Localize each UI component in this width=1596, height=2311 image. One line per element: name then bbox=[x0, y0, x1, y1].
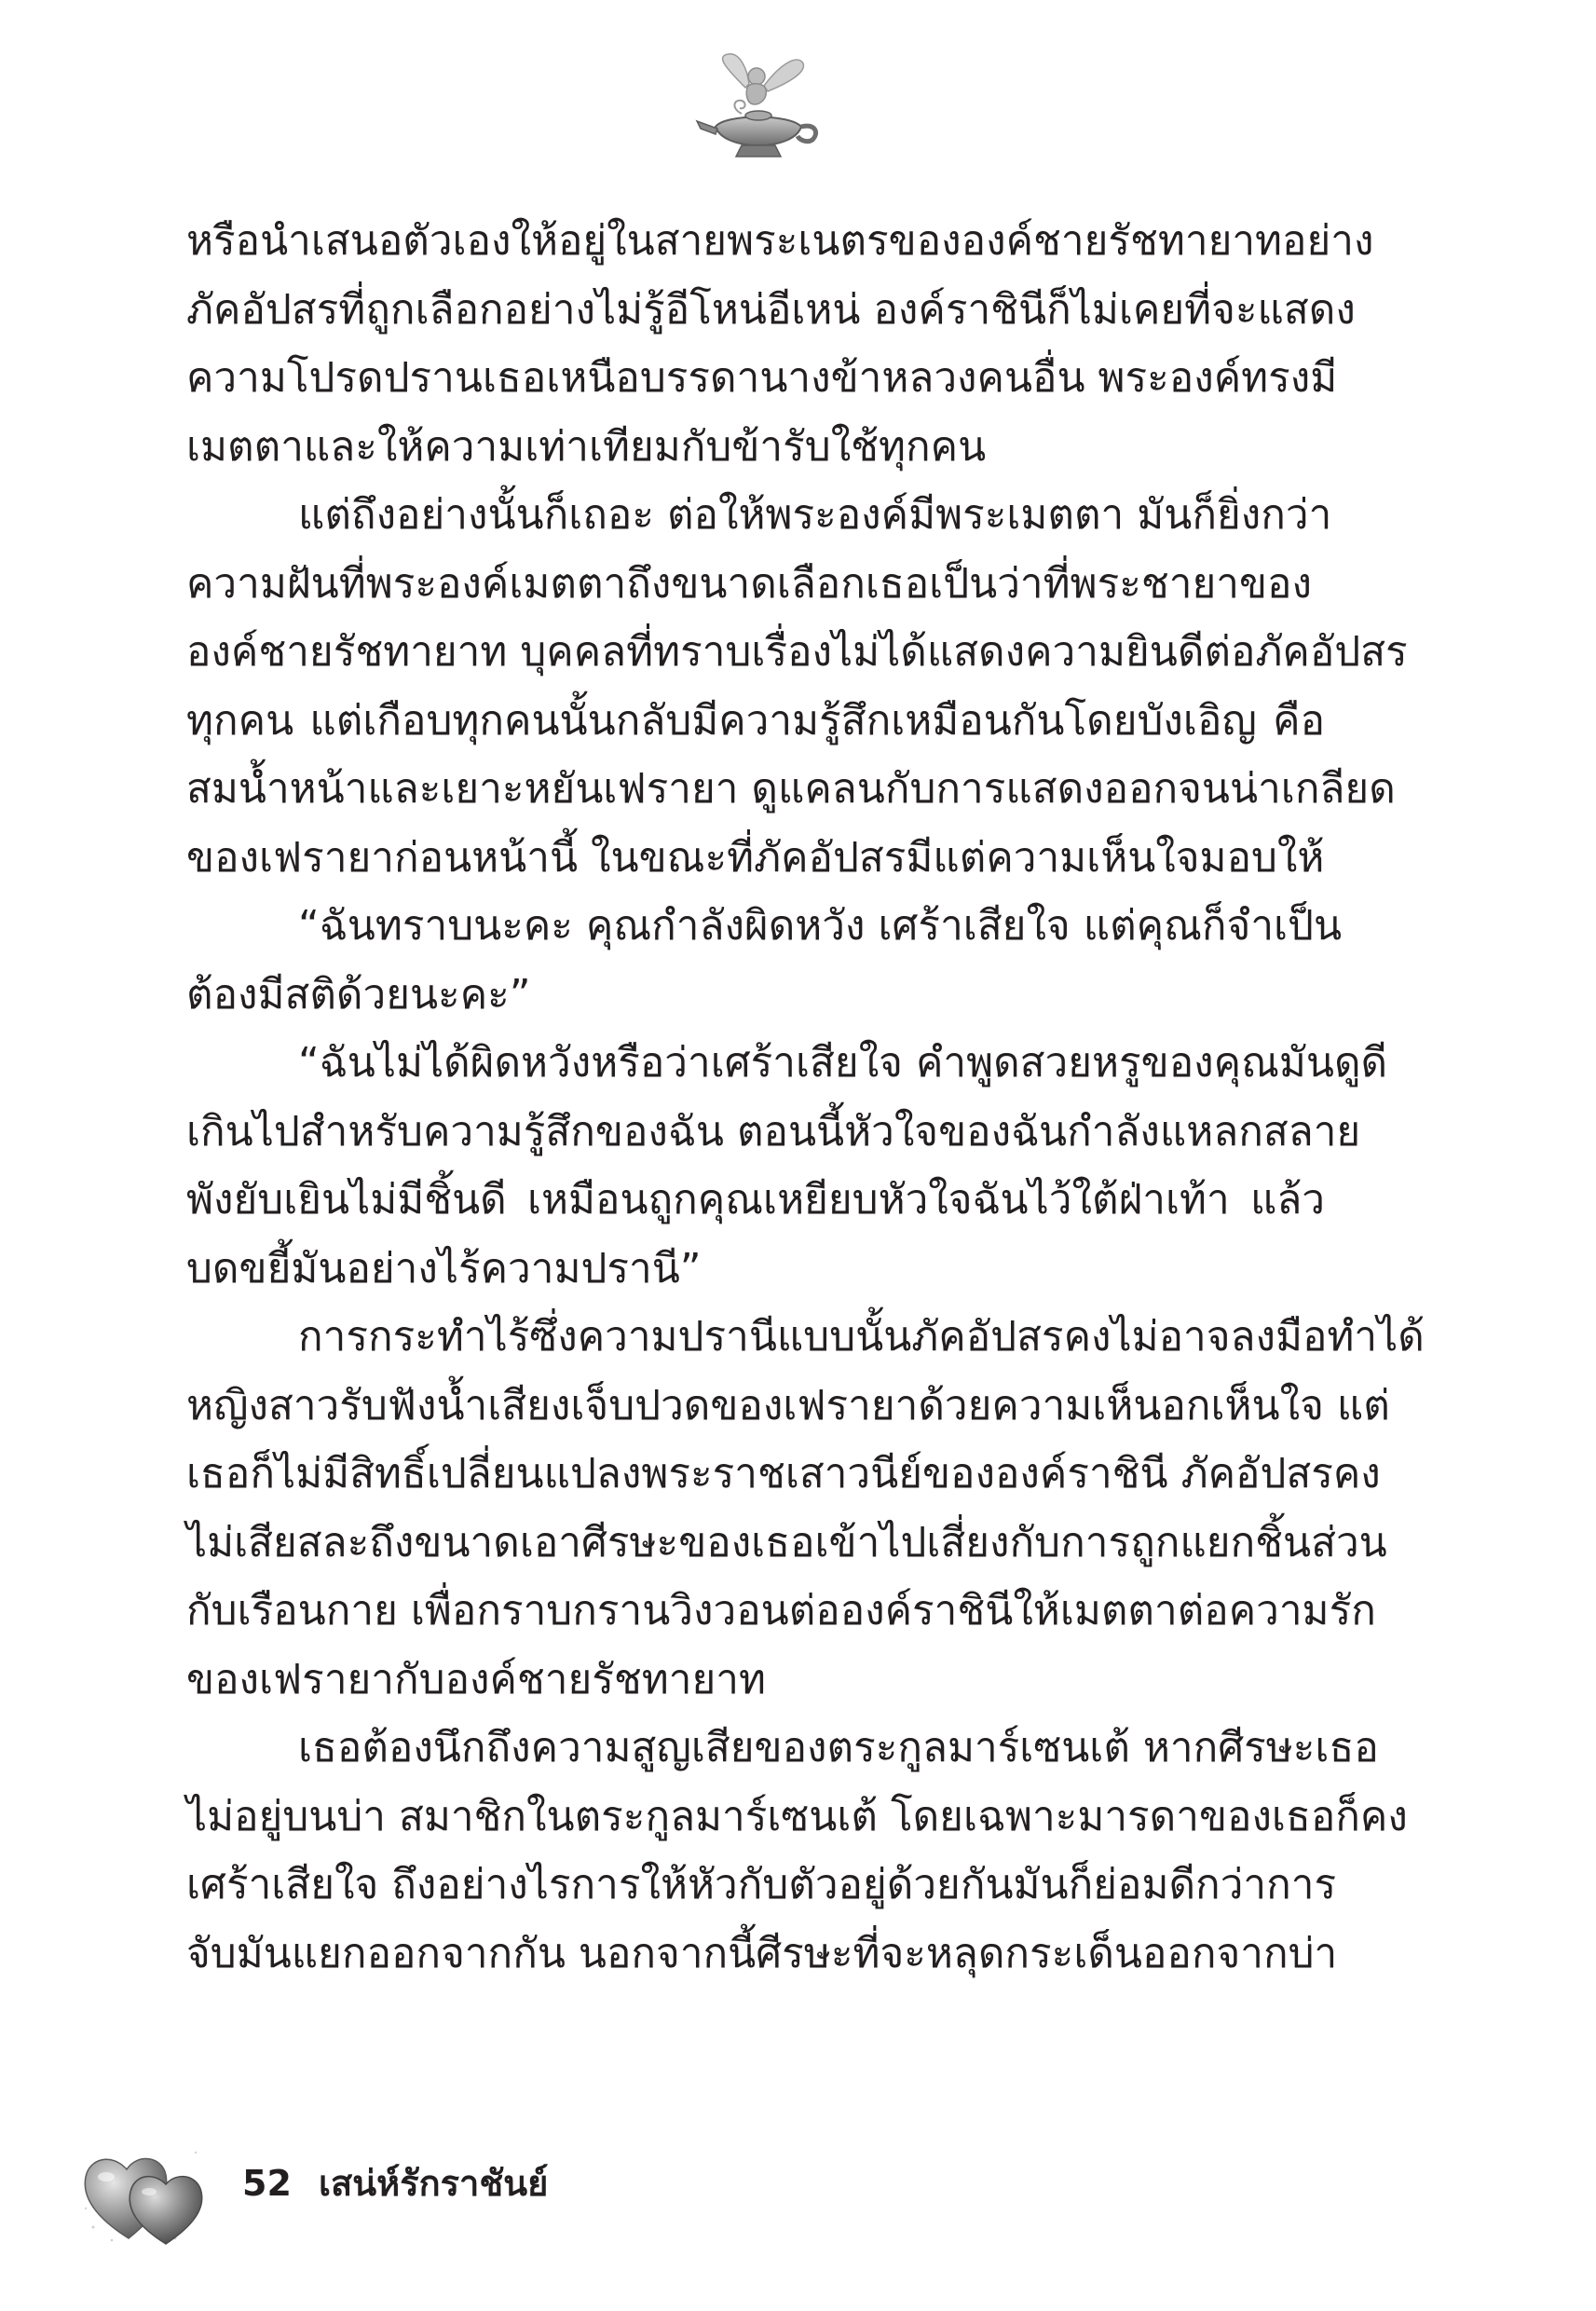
text-line: หรือนำเสนอตัวเองให้อยู่ในสายพระเนตรขององค์ชายรัชทายาทอย่าง bbox=[186, 217, 1374, 265]
text-line: การกระทำไร้ซึ่งความปรานีแบบนั้นภัคอัปสรคงไม่อาจลงมือทำได้ bbox=[298, 1313, 1425, 1361]
text-line: ไม่เสียสละถึงขนาดเอาศีรษะของเธอเข้าไปเสี่ยงกับการถูกแยกชิ้นส่วน bbox=[186, 1518, 1387, 1566]
text-line: องค์ชายรัชทายาท บุคคลที่ทราบเรื่องไม่ได้แสดงความยินดีต่อภัคอัปสร bbox=[186, 628, 1408, 676]
text-line: แต่ถึงอย่างนั้นก็เถอะ ต่อให้พระองค์มีพระเมตตา มันก็ยิ่งกว่า bbox=[298, 491, 1332, 539]
text-line: เกินไปสำหรับความรู้สึกของฉัน ตอนนี้หัวใจของฉันกำลังแหลกสลาย bbox=[186, 1107, 1361, 1156]
text-line: หญิงสาวรับฟังน้ำเสียงเจ็บปวดของเฟรายาด้วยความเห็นอกเห็นใจ แต่ bbox=[186, 1381, 1390, 1429]
twin-hearts-icon bbox=[75, 2115, 214, 2250]
text-line: ไม่อยู่บนบ่า สมาชิกในตระกูลมาร์เซนเต้ โดยเฉพาะมารดาของเธอก็คง bbox=[186, 1792, 1408, 1840]
page-footer bbox=[75, 2115, 727, 2255]
text-line: เธอต้องนึกถึงความสูญเสียของตระกูลมาร์เซนเต้ หากศีรษะเธอ bbox=[298, 1724, 1379, 1771]
text-line: เธอก็ไม่มีสิทธิ์เปลี่ยนแปลงพระราชเสาวนีย์ขององค์ราชินี ภัคอัปสรคง bbox=[186, 1450, 1381, 1497]
text-line: ต้องมีสติด้วยนะคะ” bbox=[186, 970, 531, 1019]
text-line: จับมันแยกออกจากกัน นอกจากนี้ศีรษะที่จะหลุดกระเด็นออกจากบ่า bbox=[186, 1929, 1338, 1977]
text-line: ความฝันที่พระองค์เมตตาถึงขนาดเลือกเธอเป็นว่าที่พระชายาของ bbox=[186, 559, 1312, 608]
body-text bbox=[186, 207, 1425, 1988]
text-line: พังยับเยินไม่มีชิ้นดี เหมือนถูกคุณเหยียบหัวใจฉันไว้ใต้ฝ่าเท้า แล้ว bbox=[186, 1176, 1325, 1224]
text-line: ความโปรดปรานเธอเหนือบรรดานางข้าหลวงคนอื่น พระองค์ทรงมี bbox=[186, 354, 1338, 402]
text-line: เมตตาและให้ความเท่าเทียมกับข้ารับใช้ทุกคน bbox=[186, 422, 987, 471]
text-line: ภัคอัปสรที่ถูกเลือกอย่างไม่รู้อีโหน่อีเหน่ องค์ราชินีก็ไม่เคยที่จะแสดง bbox=[186, 285, 1356, 334]
text-line: ของเฟรายากับองค์ชายรัชทายาท bbox=[186, 1655, 766, 1703]
text-line: สมน้ำหน้าและเยาะหยันเฟรายา ดูแคลนกับการแสดงออกจนน่าเกลียด bbox=[186, 765, 1396, 813]
cupid-lamp-ornament-icon bbox=[688, 48, 827, 168]
text-line: กับเรือนกาย เพื่อกราบกรานวิงวอนต่อองค์ราชินีให้เมตตาต่อความรัก bbox=[186, 1587, 1376, 1634]
page-number: 52 bbox=[242, 2163, 292, 2204]
text-line: “ฉันทราบนะคะ คุณกำลังผิดหวัง เศร้าเสียใจ แต่คุณก็จำเป็น bbox=[298, 902, 1343, 950]
text-line: บดขยี้มันอย่างไร้ความปรานี” bbox=[186, 1244, 702, 1292]
text-line: ของเฟรายาก่อนหน้านี้ ในขณะที่ภัคอัปสรมีแต่ความเห็นใจมอบให้ bbox=[186, 833, 1325, 882]
book-title: เสน่ห์รักราชันย์ bbox=[319, 2163, 549, 2204]
text-line: เศร้าเสียใจ ถึงอย่างไรการให้หัวกับตัวอยู่ด้วยกันมันก็ย่อมดีกว่าการ bbox=[186, 1861, 1337, 1908]
text-line: ทุกคน แต่เกือบทุกคนนั้นกลับมีความรู้สึกเหมือนกันโดยบังเอิญ คือ bbox=[186, 696, 1325, 745]
text-line: “ฉันไม่ได้ผิดหวังหรือว่าเศร้าเสียใจ คำพูดสวยหรูของคุณมันดูดี bbox=[298, 1039, 1388, 1087]
